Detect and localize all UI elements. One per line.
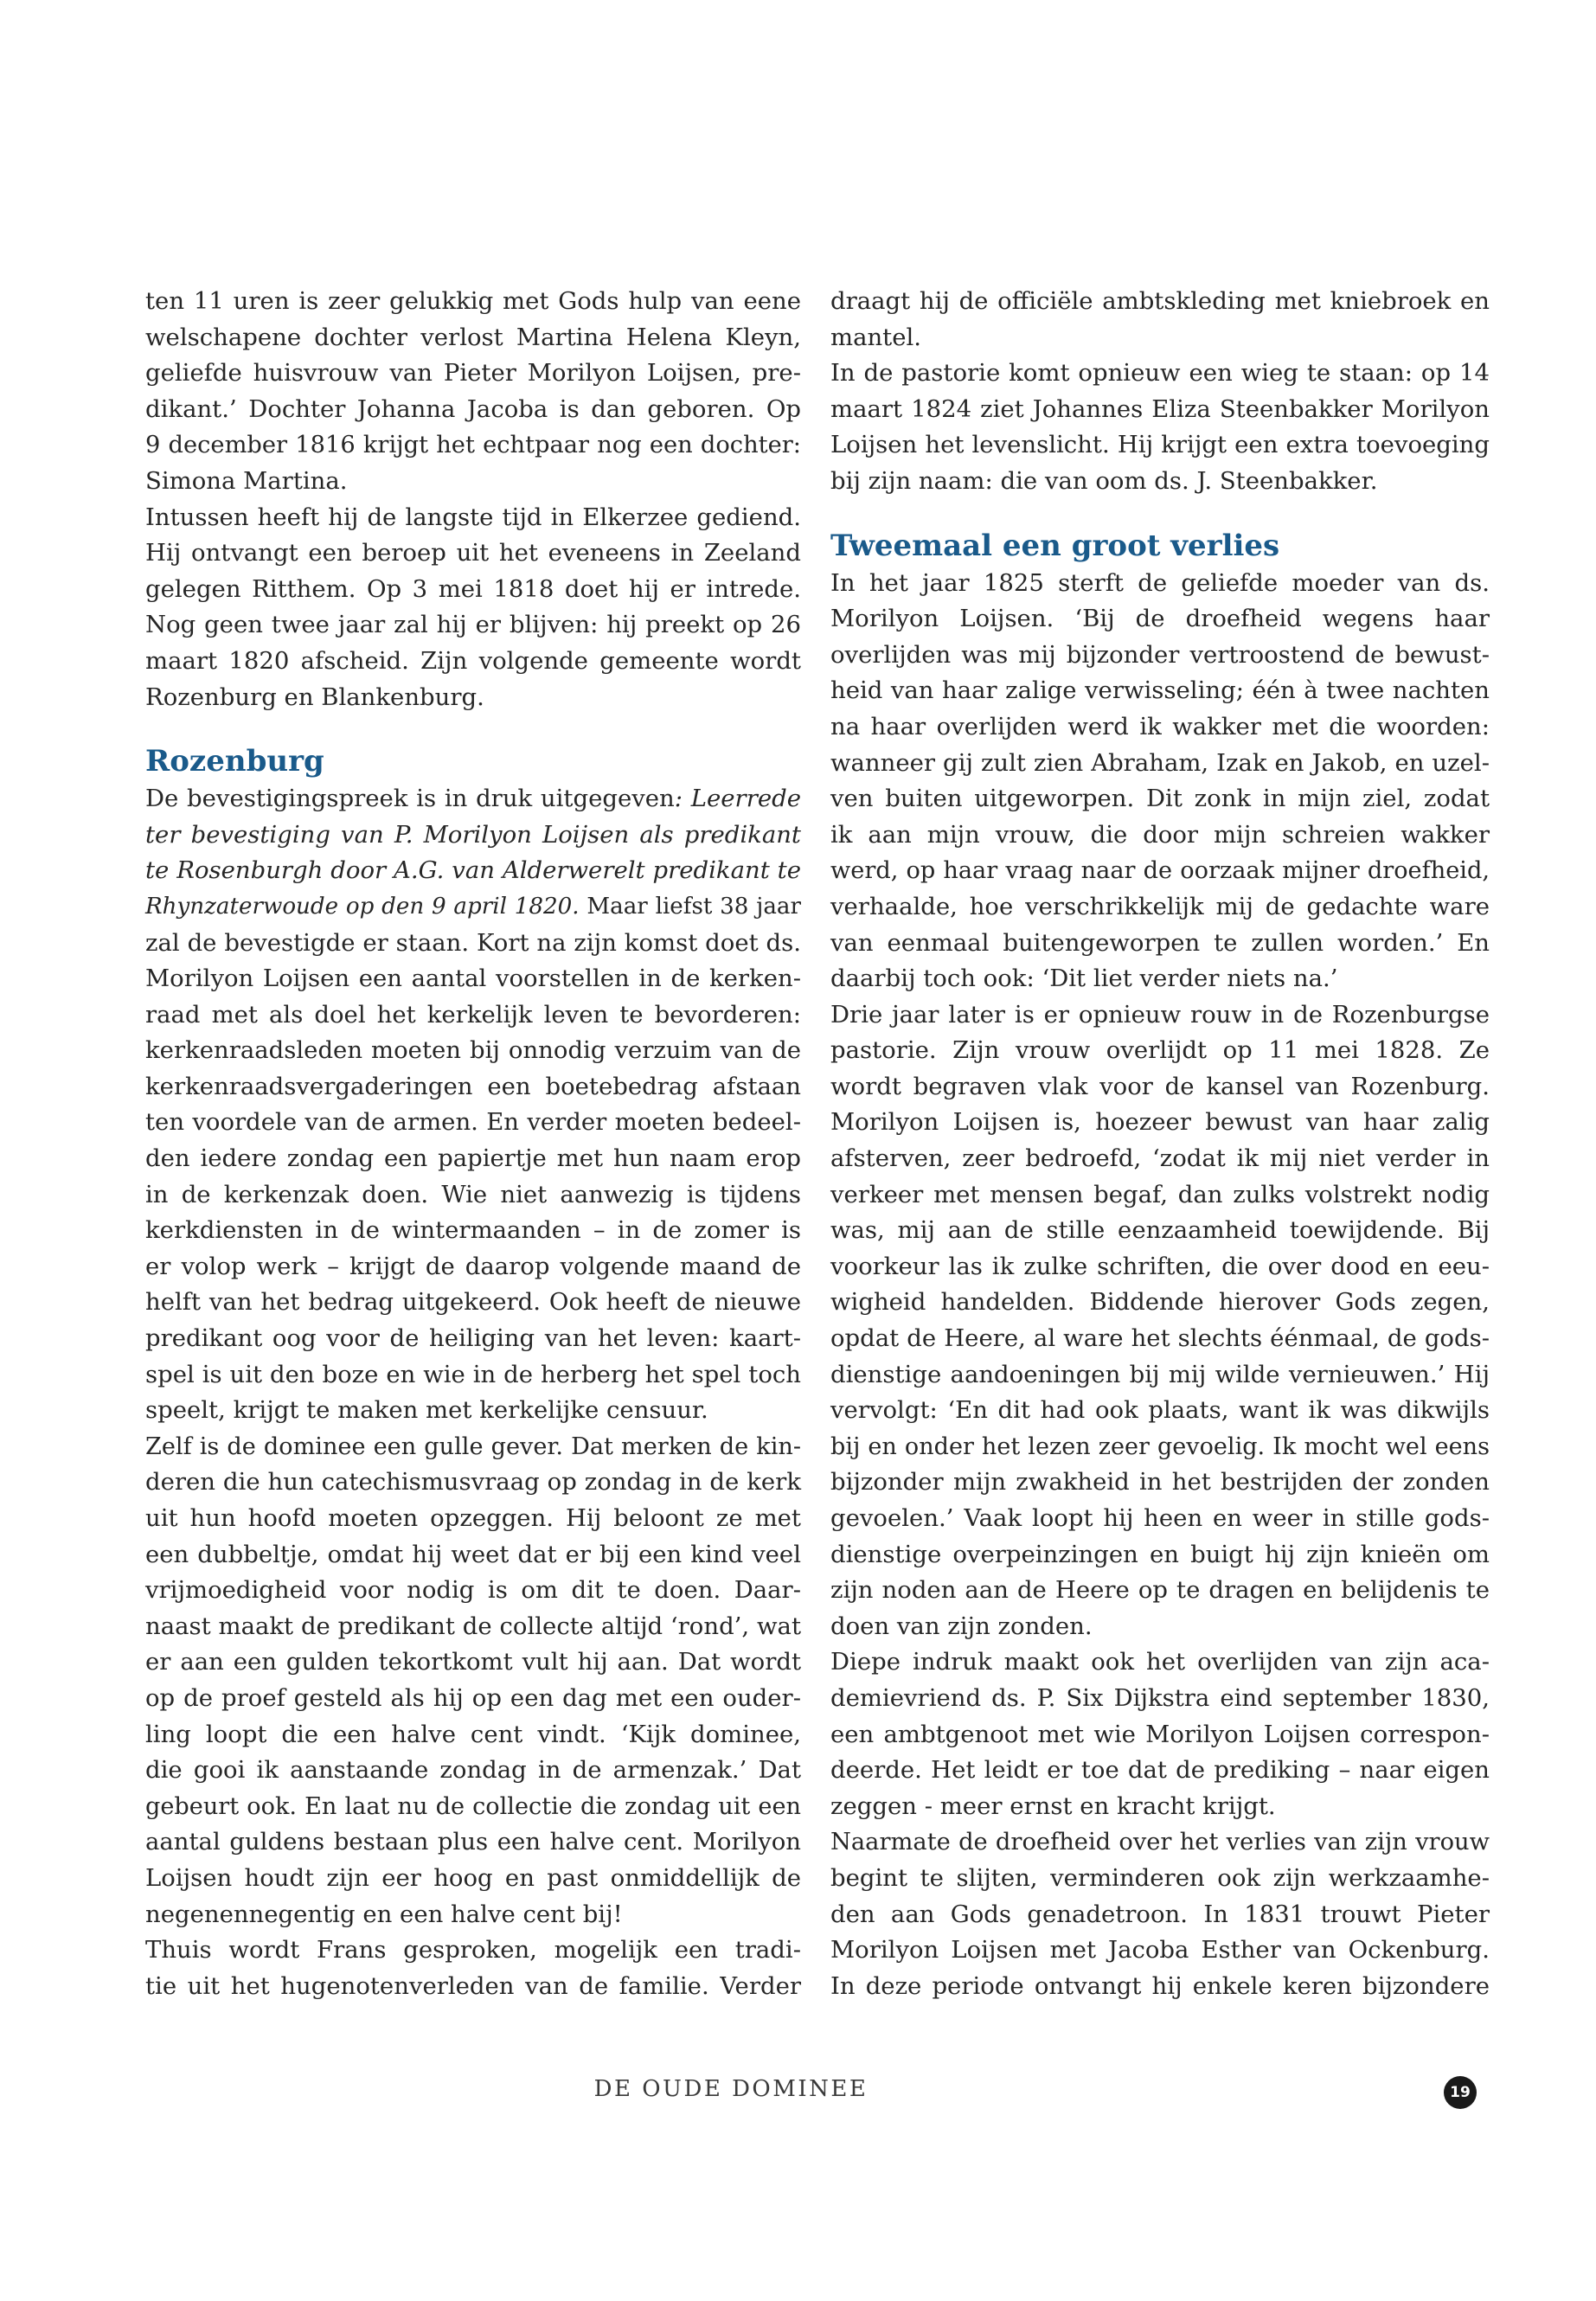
text-line: speelt, krijgt te maken met kerkelijke censuur. — [145, 1396, 708, 1425]
text-line: predikant oog voor de heiliging van het leven: kaart- — [145, 1324, 801, 1353]
text-line: van eenmaal buitengeworpen te zullen worden.’ En — [830, 928, 1490, 957]
text-line: wordt begraven vlak voor de kansel van Rozenburg. — [830, 1072, 1490, 1100]
text-line: In het jaar 1825 sterft de geliefde moeder van ds. — [830, 568, 1490, 597]
text-line: zal de bevestigde er staan. Kort na zijn komst doet ds. — [145, 928, 801, 957]
text-line: Simona Martina. — [145, 466, 348, 495]
text-line: wigheid handelden. Biddende hierover Gods zegen, — [830, 1288, 1490, 1317]
text-line: voorkeur las ik zulke schriften, die over dood en eeu- — [830, 1252, 1490, 1280]
paragraph-academievriend — [830, 1644, 1490, 1824]
paragraph-wieg — [830, 356, 1490, 499]
text-line: begint te slijten, verminderen ook zijn werkzaamhe- — [830, 1863, 1490, 1892]
text-line: Intussen heeft hij de langste tijd in Elkerzee gediend. — [145, 503, 801, 531]
text-line: die gooi ik aanstaande zondag in de armenzak.’ Dat — [145, 1756, 801, 1785]
paragraph-moeder — [830, 566, 1490, 997]
text-run: De bevestigingspreek is in druk uitgegeven — [145, 785, 675, 813]
paragraph-ambtskleding — [830, 284, 1490, 356]
running-footer-title: DE OUDE DOMINEE — [593, 2076, 869, 2102]
text-line: overlijden was mij bijzonder vertroostend de bewust- — [830, 640, 1490, 669]
book-title-line: ter bevestiging van P. Morilyon Loijsen als predikant — [145, 820, 801, 849]
text-line: ven buiten uitgeworpen. Dit zonk in mijn ziel, zodat — [830, 785, 1490, 813]
paragraph-gulle-gever — [145, 1429, 801, 1932]
paragraph-ritthem — [145, 500, 801, 716]
text-line: dienstige overpeinzingen en buigt hij zijn knieën om — [830, 1540, 1490, 1568]
text-line: bij en onder het lezen zeer gevoelig. Ik mocht wel eens — [830, 1433, 1490, 1460]
text-line: spel is uit den boze en wie in de herberg het spel toch — [145, 1360, 801, 1388]
text-line: deerde. Het leidt er toe dat de prediking – naar eigen — [830, 1756, 1490, 1785]
text-line: verhaalde, hoe verschrikkelijk mij de gedachte ware — [830, 892, 1490, 920]
text-line: pastorie. Zijn vrouw overlijdt op 11 mei 1828. Ze — [830, 1036, 1490, 1065]
text-line: kerkenraadsvergaderingen een boetebedrag afstaan — [145, 1072, 801, 1100]
text-line: naast maakt de predikant de collecte altijd ‘rond’, wat — [145, 1612, 801, 1640]
text-line: tie uit het hugenotenverleden van de familie. Verder — [145, 1971, 801, 2000]
text-line: mantel. — [830, 323, 922, 351]
text-line: dikant.’ Dochter Johanna Jacoba is dan geboren. Op — [145, 394, 801, 423]
text-line: in de kerkenzak doen. Wie niet aanwezig is tijdens — [145, 1180, 801, 1208]
text-line: ik aan mijn vrouw, die door mijn schreien wakker — [830, 820, 1490, 849]
text-line: vrijmoedigheid voor nodig is om dit te doen. Daar- — [145, 1576, 801, 1605]
text-line: er volop werk – krijgt de daarop volgende maand de — [145, 1252, 801, 1280]
text-line: 9 december 1816 krijgt het echtpaar nog een dochter: — [145, 432, 801, 459]
text-line: Morilyon Loijsen is, hoezeer bewust van haar zalig — [830, 1108, 1490, 1137]
text-line — [145, 889, 801, 926]
text-line: Morilyon Loijsen. ‘Bij de droefheid wegens haar — [830, 605, 1490, 633]
text-line: maart 1820 afscheid. Zijn volgende gemeente wordt — [145, 646, 801, 675]
section-heading-rozenburg: Rozenburg — [145, 744, 324, 779]
text-line: zijn noden aan de Heere op te dragen en belijdenis te — [830, 1576, 1490, 1605]
text-line: verkeer met mensen begaf, dan zulks volstrekt nodig — [830, 1180, 1490, 1208]
text-line: zeggen - meer ernst en kracht krijgt. — [830, 1791, 1276, 1820]
text-line: opdat de Heere, al ware het slechts éénmaal, de gods- — [830, 1324, 1490, 1353]
text-line: er aan een gulden tekortkomt vult hij aan. Dat wordt — [145, 1648, 801, 1676]
text-line: Rozenburg en Blankenburg. — [145, 683, 484, 711]
paragraph-rouw — [830, 997, 1490, 1645]
text-line: negenennegentig en een halve cent bij! — [145, 1900, 623, 1928]
text-line: Naarmate de droefheid over het verlies van zijn vrouw — [830, 1829, 1490, 1856]
paragraph-birth — [145, 284, 801, 500]
text-line: Drie jaar later is er opnieuw rouw in de Rozenburgse — [830, 1000, 1490, 1029]
text-line: raad met als doel het kerkelijk leven te bevorderen: — [145, 1000, 801, 1029]
paragraph-tweede-huwelijk — [830, 1824, 1490, 2004]
text-line: op de proef gesteld als hij op een dag met een ouder- — [145, 1683, 801, 1712]
text-line: na haar overlijden werd ik wakker met die woorden: — [830, 712, 1490, 740]
text-line: gelegen Ritthem. Op 3 mei 1818 doet hij er intrede. — [145, 574, 801, 603]
text-line: ten voordele van de armen. En verder moeten bedeel- — [145, 1108, 801, 1137]
left-column — [145, 284, 801, 2004]
text-line: Morilyon Loijsen met Jacoba Esther van Ockenburg. — [830, 1936, 1490, 1965]
text-line: welschapene dochter verlost Martina Helena Kleyn, — [145, 323, 801, 351]
paragraph-bevestiging — [145, 781, 801, 1429]
text-line: maart 1824 ziet Johannes Eliza Steenbakker Morilyon — [830, 394, 1490, 423]
section-heading-verlies: Tweemaal een groot verlies — [830, 528, 1280, 563]
text-line: kerkenraadsleden moeten bij onnodig verzuim van de — [145, 1036, 801, 1065]
text-line: den iedere zondag een papiertje met hun naam erop — [145, 1144, 801, 1173]
text-line: Morilyon Loijsen een aantal voorstellen in de kerken- — [145, 965, 801, 993]
text-line: daarbij toch ook: ‘Dit liet verder niets na.’ — [830, 965, 1338, 993]
page-number-badge: 19 — [1444, 2076, 1477, 2109]
text-line: was, mij aan de stille eenzaamheid toewijdende. Bij — [830, 1216, 1490, 1245]
text-line: Nog geen twee jaar zal hij er blijven: hij preekt op 26 — [145, 611, 801, 639]
text-line: een dubbeltje, omdat hij weet dat er bij een kind veel — [145, 1540, 801, 1568]
text-line: bij zijn naam: die van oom ds. J. Steenbakker. — [830, 466, 1378, 495]
text-line: draagt hij de officiële ambtskleding met kniebroek en — [830, 287, 1490, 315]
text-line: helft van het bedrag uitgekeerd. Ook heeft de nieuwe — [145, 1288, 801, 1317]
text-line: aantal guldens bestaan plus een halve cent. Morilyon — [145, 1828, 801, 1856]
text-line: wanneer gij zult zien Abraham, Izak en Jakob, en uzel- — [830, 748, 1490, 777]
paragraph-frans — [145, 1932, 801, 2004]
text-line: gebeurt ook. En laat nu de collectie die zondag uit een — [145, 1792, 801, 1820]
text-line: den aan Gods genadetroon. In 1831 trouwt Pieter — [830, 1900, 1490, 1928]
text-line: een ambtgenoot met wie Morilyon Loijsen correspon- — [830, 1720, 1490, 1748]
right-column — [830, 284, 1490, 2004]
text-line: heid van haar zalige verwisseling; één à twee nachten — [830, 676, 1490, 705]
text-line: doen van zijn zonden. — [830, 1612, 1093, 1640]
text-line: Diepe indruk maakt ook het overlijden van zijn aca- — [830, 1648, 1490, 1676]
text-line: deren die hun catechismusvraag op zondag in de kerk — [145, 1468, 801, 1497]
text-line: ling loopt die een halve cent vindt. ‘Kijk dominee, — [145, 1720, 801, 1748]
text-line: gevoelen.’ Vaak loopt hij heen en weer in stille gods- — [830, 1504, 1490, 1532]
text-line: Loijsen het levenslicht. Hij krijgt een extra toevoeging — [830, 431, 1490, 459]
text-line: werd, op haar vraag naar de oorzaak mijner droefheid, — [830, 857, 1490, 885]
text-line: ten 11 uren is zeer gelukkig met Gods hulp van eene — [145, 287, 801, 315]
text-line: Loijsen houdt zijn eer hoog en past onmiddellijk de — [145, 1863, 801, 1892]
text-line: demievriend ds. P. Six Dijkstra eind september 1830, — [830, 1683, 1490, 1712]
text-line: Zelf is de dominee een gulle gever. Dat merken de kin- — [145, 1433, 801, 1460]
text-run: Maar liefst 38 jaar — [579, 893, 801, 920]
text-line: Hij ontvangt een beroep uit het eveneens in Zeeland — [145, 539, 801, 567]
text-line: uit hun hoofd moeten opzeggen. Hij beloont ze met — [145, 1504, 801, 1532]
text-line: kerkdiensten in de wintermaanden – in de zomer is — [145, 1216, 801, 1245]
book-title-run: Rhynzaterwoude op den 9 april 1820. — [145, 893, 580, 920]
book-title-run: : Leerrede — [674, 785, 801, 813]
text-line: Thuis wordt Frans gesproken, mogelijk een tradi- — [145, 1936, 801, 1965]
text-line: dienstige aandoeningen bij mij wilde vernieuwen.’ Hij — [830, 1360, 1490, 1388]
text-line: geliefde huisvrouw van Pieter Morilyon Loijsen, pre- — [145, 359, 801, 388]
text-line: In deze periode ontvangt hij enkele keren bijzondere — [830, 1971, 1490, 2000]
text-line: bijzonder mijn zwakheid in het bestrijden der zonden — [830, 1468, 1490, 1497]
text-line: afsterven, zeer bedroefd, ‘zodat ik mij niet verder in — [830, 1144, 1490, 1173]
text-line — [145, 781, 801, 817]
text-line: In de pastorie komt opnieuw een wieg te staan: op 14 — [830, 359, 1490, 388]
book-title-line: te Rosenburgh door A.G. van Alderwerelt predikant te — [145, 856, 801, 885]
text-line: vervolgt: ‘En dit had ook plaats, want ik was dikwijls — [830, 1396, 1490, 1425]
